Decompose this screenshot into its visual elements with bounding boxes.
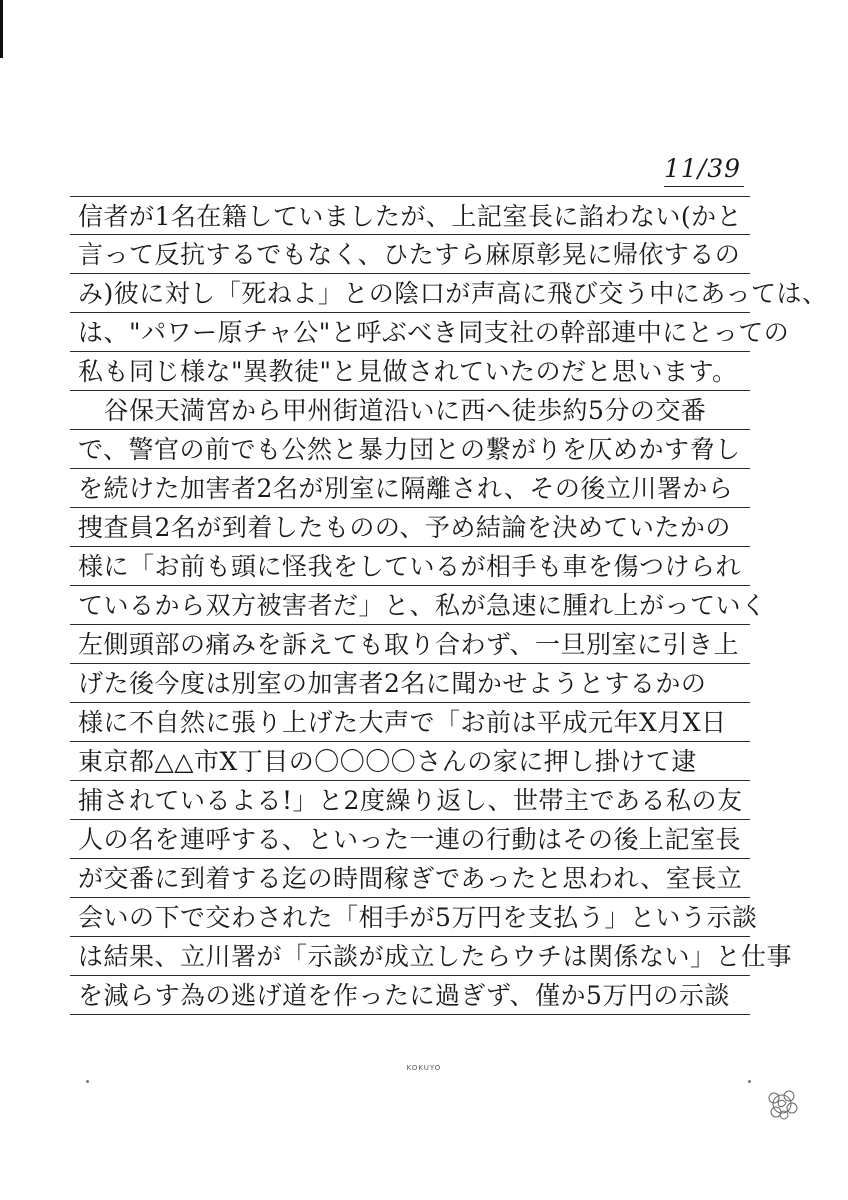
manuscript-line: 信者が1名在籍していましたが、上記室長に諂わない(かと (70, 196, 750, 235)
manuscript-line: は結果、立川署が「示談が成立したらウチは関係ない」と仕事 (70, 937, 750, 976)
page-number: 11/39 (664, 152, 744, 187)
manuscript-line: が交番に到着する迄の時間稼ぎであったと思われ、室長立 (70, 859, 750, 898)
manuscript-line: で、警官の前でも公然と暴力団との繋がりを仄めかす脅し (70, 430, 750, 469)
manuscript-line: 捕されているよる!」と2度繰り返し、世帯主である私の友 (70, 781, 750, 820)
manuscript-line: 谷保天満宮から甲州街道沿いに西へ徒歩約5分の交番 (70, 391, 750, 430)
manuscript-line: 私も同じ様な"異教徒"と見做されていたのだと思います。 (70, 352, 750, 391)
manuscript-line: 人の名を連呼する、といった一連の行動はその後上記室長 (70, 820, 750, 859)
manuscript-line: 左側頭部の痛みを訴えても取り合わず、一旦別室に引き上 (70, 625, 750, 664)
manuscript-line: 様に「お前も頭に怪我をしているが相手も車を傷つけられ (70, 547, 750, 586)
manuscript-line: を続けた加害者2名が別室に隔離され、その後立川署から (70, 469, 750, 508)
margin-dot-right (748, 1080, 751, 1083)
manuscript-line: を減らす為の逃げ道を作ったに過ぎず、僅か5万円の示談 (70, 976, 750, 1015)
margin-dot-left (86, 1080, 89, 1083)
corner-stamp-mark (762, 1084, 802, 1124)
manuscript-line: 言って反抗するでもなく、ひたすら麻原彰晃に帰依するの (70, 235, 750, 274)
manuscript-line: 様に不自然に張り上げた大声で「お前は平成元年X月X日 (70, 703, 750, 742)
manuscript-line: ているから双方被害者だ」と、私が急速に腫れ上がっていく (70, 586, 750, 625)
left-margin-rule (0, 0, 3, 58)
manuscript-line: げた後今度は別室の加害者2名に聞かせようとするかの (70, 664, 750, 703)
manuscript-line: 捜査員2名が到着したものの、予め結論を決めていたかの (70, 508, 750, 547)
manuscript-line: は、"パワー原チャ公"と呼ぶべき同支社の幹部連中にとっての (70, 313, 750, 352)
paper-brand: KOKUYO (406, 1064, 442, 1072)
manuscript-line: 会いの下で交わされた「相手が5万円を支払う」という示談 (70, 898, 750, 937)
manuscript-line: み)彼に対し「死ねよ」との陰口が声高に飛び交う中にあっては、 (70, 274, 750, 313)
manuscript-lines (70, 196, 828, 1015)
manuscript-line: 東京都△△市X丁目の〇〇〇〇さんの家に押し掛けて逮 (70, 742, 750, 781)
